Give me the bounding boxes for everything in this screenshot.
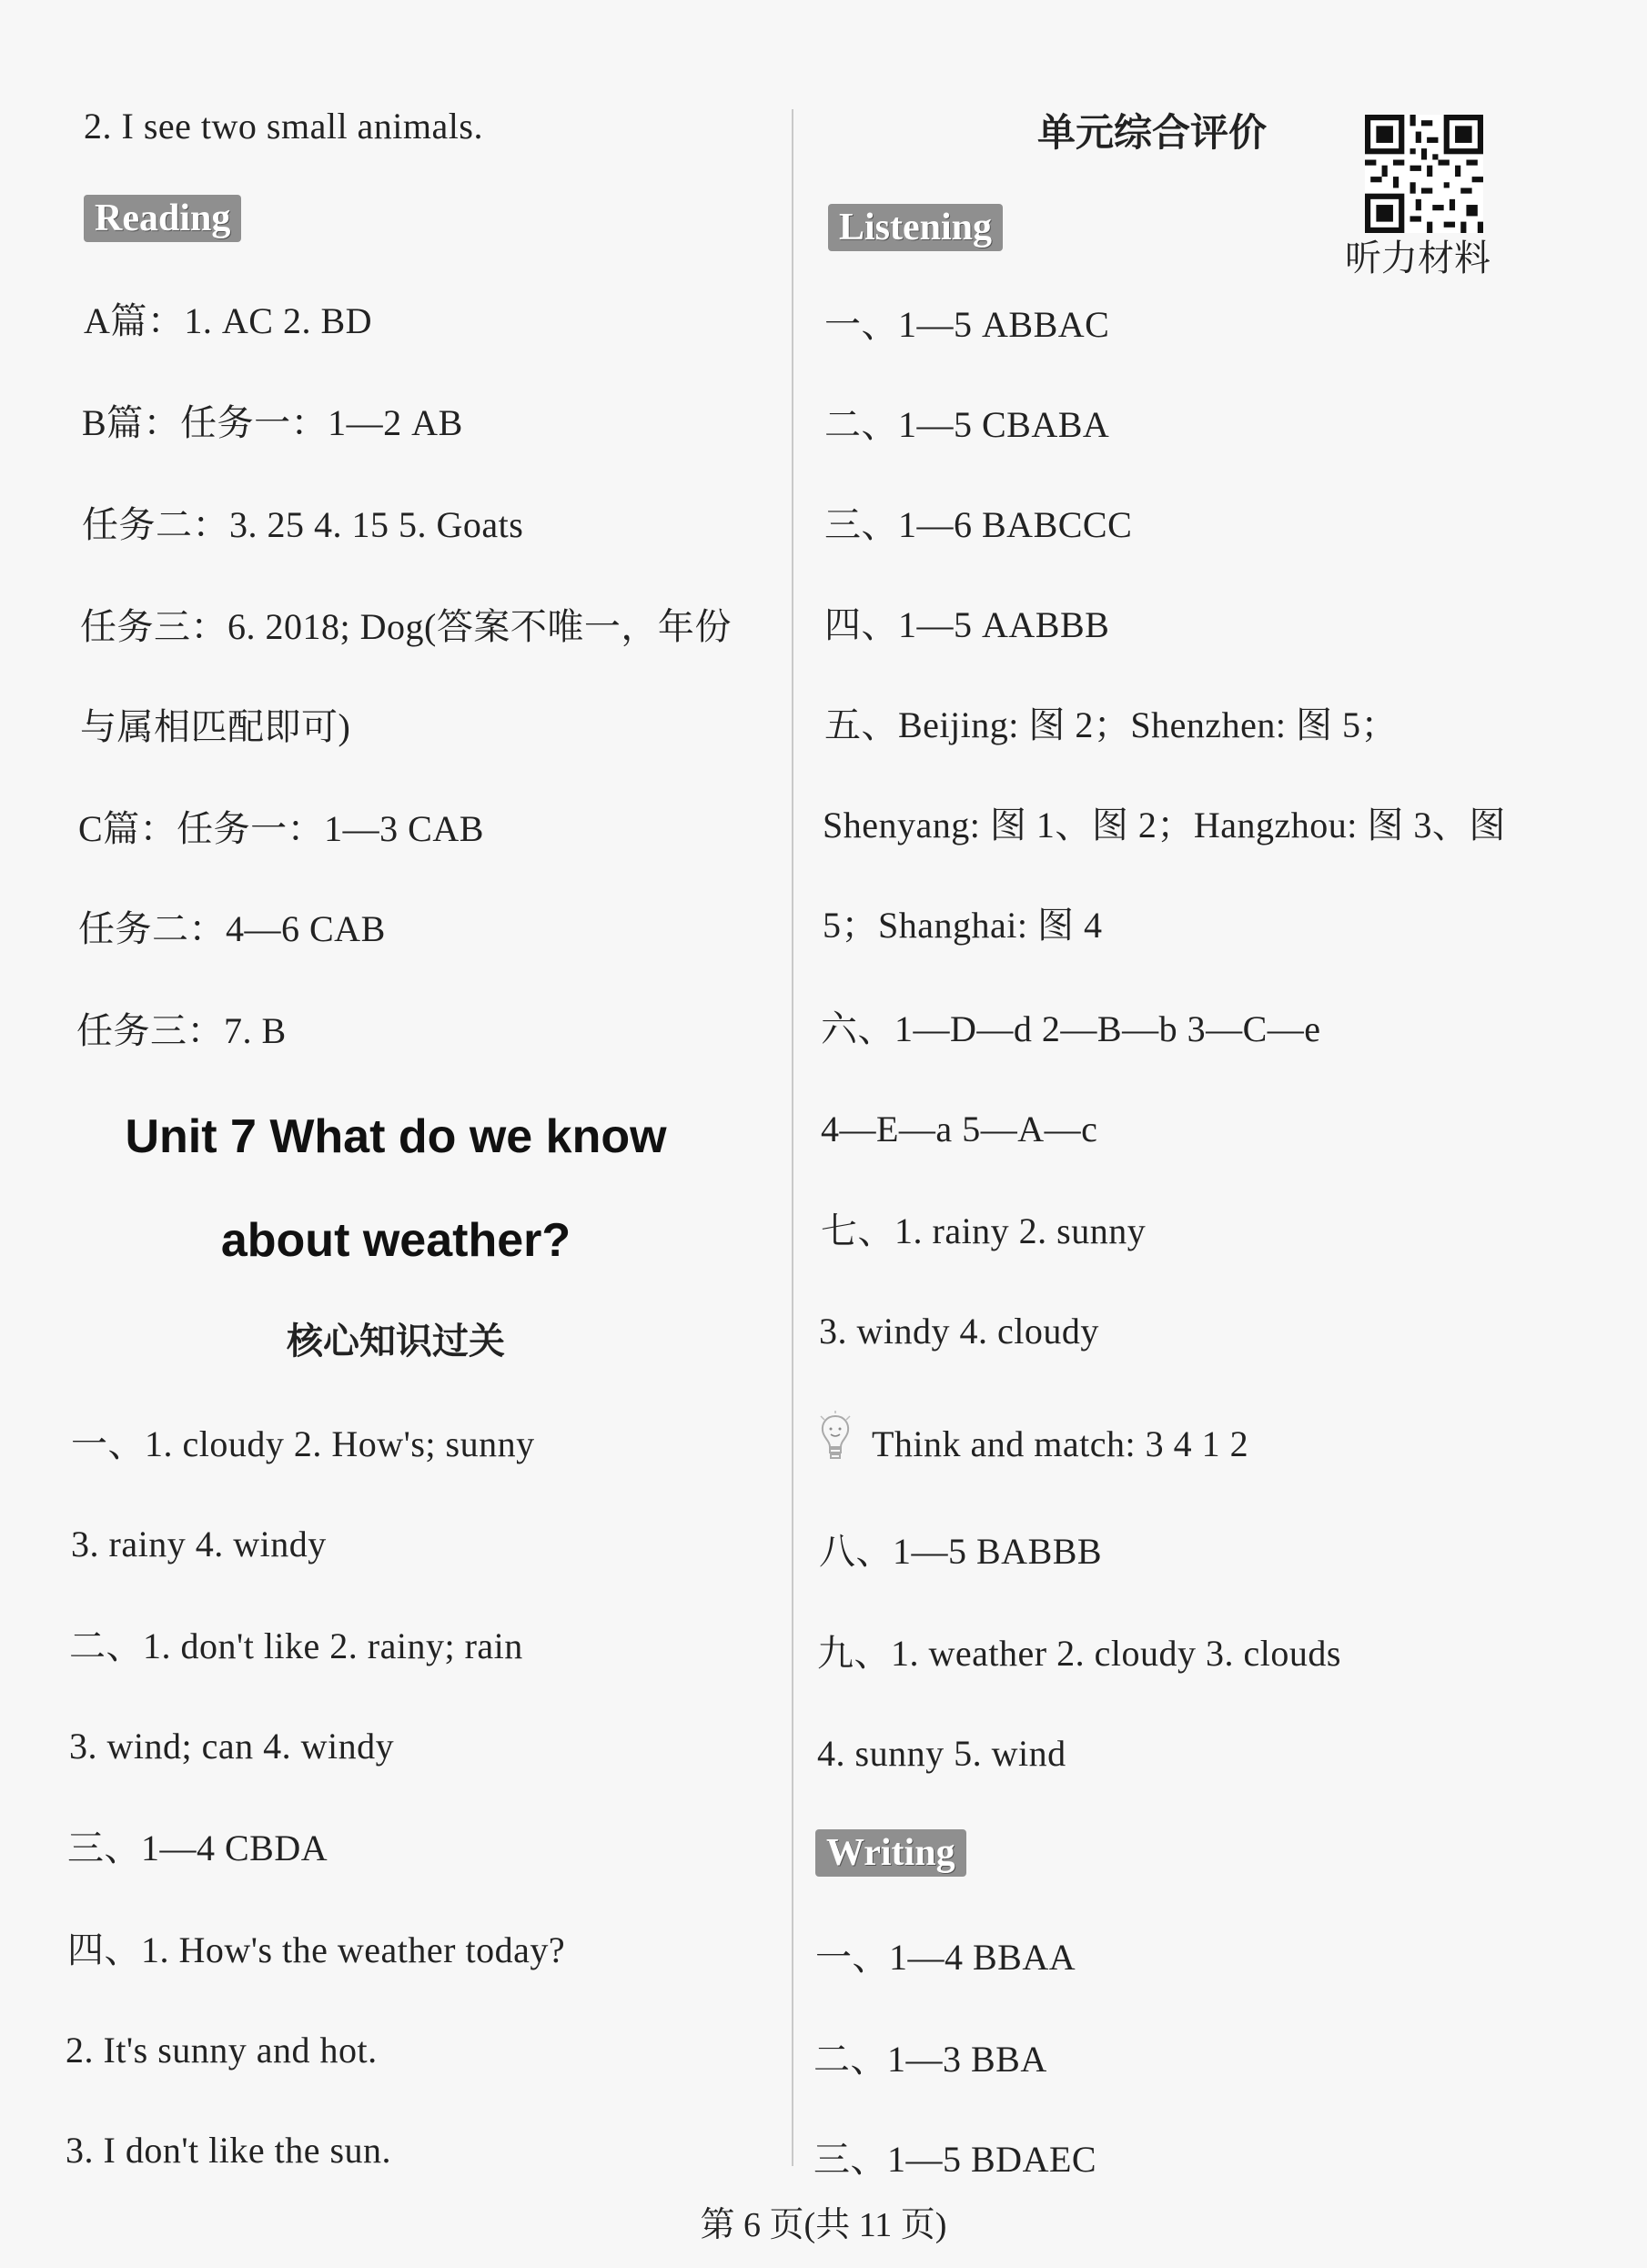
section-title: 核心知识过关 <box>287 1321 505 1362</box>
reading-badge: Reading <box>84 195 241 242</box>
answer-line: 二、1—5 CBABA <box>824 404 1110 445</box>
answer-line: 一、1. cloudy 2. How's; sunny <box>71 1423 535 1464</box>
answer-line: 四、1. How's the weather today? <box>67 1929 566 1970</box>
answer-line: 4. sunny 5. wind <box>817 1733 1066 1774</box>
answer-line: 三、1—5 BDAEC <box>813 2139 1097 2180</box>
answer-line: 任务三：7. B <box>76 1010 287 1051</box>
writing-badge: Writing <box>815 1829 966 1877</box>
lightbulb-icon <box>819 1411 852 1465</box>
answer-line: 六、1—D—d 2—B—b 3—C—e <box>821 1008 1321 1049</box>
unit-evaluation-title: 单元综合评价 <box>1037 110 1268 155</box>
answer-line: 三、1—4 CBDA <box>67 1828 328 1868</box>
answer-line: 2. I see two small animals. <box>84 106 483 147</box>
listening-badge: Listening <box>828 204 1003 251</box>
answer-line: 五、Beijing: 图 2；Shenzhen: 图 5； <box>824 704 1399 745</box>
answer-line: 与属相匹配即可) <box>80 706 351 747</box>
answer-line: C篇：任务一：1—3 CAB <box>78 808 484 849</box>
answer-line: 5；Shanghai: 图 4 <box>823 905 1103 946</box>
answer-line: 任务三：6. 2018; Dog(答案不唯一，年份 <box>80 606 732 647</box>
unit-title-line-1: Unit 7 What do we know <box>125 1110 667 1163</box>
column-divider <box>792 109 793 2166</box>
answer-line: 2. It's sunny and hot. <box>66 2030 378 2071</box>
page-number: 第 6 页(共 11 页) <box>700 2206 947 2244</box>
answer-line: 九、1. weather 2. cloudy 3. clouds <box>817 1633 1341 1674</box>
answer-line: Shenyang: 图 1、图 2；Hangzhou: 图 3、图 <box>823 805 1506 845</box>
answer-line: 任务二：3. 25 4. 15 5. Goats <box>82 504 524 545</box>
qr-code-icon <box>1365 115 1483 233</box>
answer-line: B篇：任务一：1—2 AB <box>82 402 463 443</box>
answer-line: 3. wind; can 4. windy <box>69 1726 395 1767</box>
answer-line: 四、1—5 AABBB <box>824 604 1110 645</box>
answer-line: 二、1—3 BBA <box>813 2039 1047 2080</box>
answer-line: 3. windy 4. cloudy <box>819 1311 1099 1352</box>
answer-line: 任务二：4—6 CAB <box>78 908 386 949</box>
answer-line: 七、1. rainy 2. sunny <box>821 1210 1147 1251</box>
answer-line: 4—E—a 5—A—c <box>821 1109 1098 1149</box>
answer-line: 八、1—5 BABBB <box>819 1531 1103 1572</box>
answer-line: 二、1. don't like 2. rainy; rain <box>69 1625 523 1666</box>
answer-line: 一、1—5 ABBAC <box>824 304 1110 345</box>
answer-line: 一、1—4 BBAA <box>815 1937 1076 1978</box>
answer-line: 3. rainy 4. windy <box>71 1524 327 1564</box>
answer-line: 3. I don't like the sun. <box>66 2130 392 2171</box>
answer-line: 三、1—6 BABCCC <box>824 504 1133 545</box>
answer-line: A篇：1. AC 2. BD <box>84 300 373 341</box>
unit-title-line-2: about weather? <box>220 1214 571 1267</box>
answer-line: Think and match: 3 4 1 2 <box>872 1423 1249 1464</box>
qr-code-label: 听力材料 <box>1345 238 1490 279</box>
